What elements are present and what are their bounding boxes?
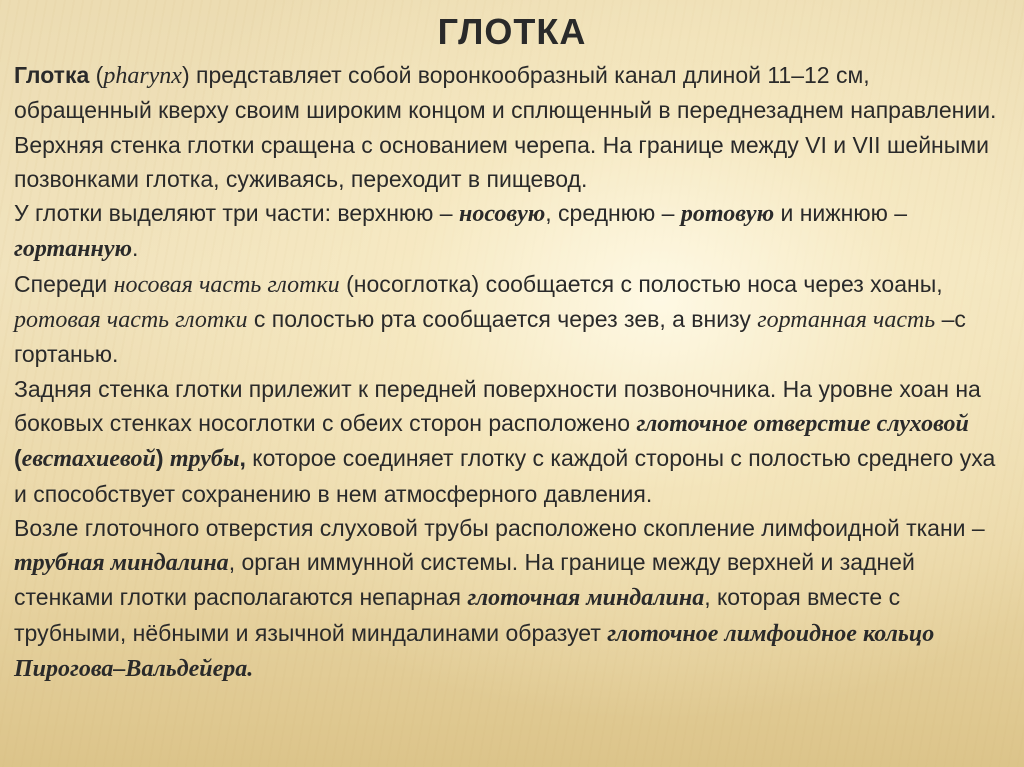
text-fragment: Спереди [14, 270, 114, 297]
paragraph-parts [14, 196, 1000, 267]
text-fragment: Возле глоточного отверстия слуховой трубы расположено скопление лимфоидной ткани – [14, 514, 985, 541]
text-fragment: , которая вместе с трубными, нёбными и язычной миндалинами образует [14, 584, 901, 646]
text-fragment: Верхняя стенка глотки сращена с основанием черепа. На границе между VI и VII шейными позвонками глотка, суживаясь, переходит в пищевод. [14, 131, 989, 192]
text-fragment: . [132, 235, 139, 262]
term-nasal-part: носовая часть глотки [113, 271, 340, 298]
term-pharynx: Глотка [14, 62, 90, 88]
term-laryngeal: гортанную [14, 236, 133, 263]
term-pharyngeal-tonsil: глоточная миндалина [467, 585, 705, 612]
text-fragment: , орган иммунной системы. На границе между верхней и задней стенками глотки располагаются непарная [14, 549, 915, 611]
slide-body [14, 58, 1010, 686]
term-oral-part: ротовая часть глотки [14, 307, 248, 334]
term-nasal: носовую [459, 201, 546, 228]
text-fragment: (носоглотка) сообщается с полостью носа через хоаны, [339, 270, 943, 297]
term-tube: трубы [169, 446, 240, 473]
text-fragment: У глотки выделяют три части: верхнюю – [14, 200, 459, 227]
text-fragment: –с гортанью. [14, 306, 966, 368]
paragraph-back-wall [14, 372, 1000, 511]
term-eustachian: евстахиевой [21, 446, 156, 473]
paragraph-connections [14, 267, 1000, 372]
text-fragment: , [239, 445, 246, 472]
term-oral: ротовую [680, 201, 775, 228]
text-fragment: с полостью рта сообщается через зев, а внизу [247, 306, 758, 333]
term-pharyngeal-opening: глоточное отверстие слуховой [636, 410, 969, 437]
text-fragment: Задняя стенка глотки прилежит к передней поверхности позвоночника. На уровне хоан на боковых стенках носоглотки с обеих сторон расположено [14, 375, 981, 436]
term-lymphoid-ring: глоточное лимфоидное кольцо Пирогова–Вальдейера. [14, 620, 935, 683]
text-fragment: ( [14, 445, 22, 472]
text-fragment: , среднюю – [545, 200, 681, 227]
text-fragment: ( [89, 62, 104, 88]
latin-term: pharynx [103, 63, 182, 89]
term-tubal-tonsil: трубная миндалина [14, 550, 229, 577]
paragraph-upper-wall [14, 128, 1000, 197]
text-fragment: ) представляет собой воронкообразный канал длиной 11–12 см, обращенный кверху своим широким концом и сплющенный в переднезаднем направлении. [14, 62, 997, 124]
text-fragment: ) [155, 445, 170, 472]
term-laryngeal-part: гортанная часть [757, 307, 936, 334]
paragraph-tonsils [14, 511, 1000, 686]
paragraph-definition [14, 58, 1000, 128]
text-fragment: которое соединяет глотку с каждой стороны с полостью среднего уха и способствует сохранению в нем атмосферного давления. [14, 445, 996, 507]
text-fragment: и нижнюю – [774, 200, 908, 227]
slide-title: ГЛОТКА [437, 11, 587, 52]
